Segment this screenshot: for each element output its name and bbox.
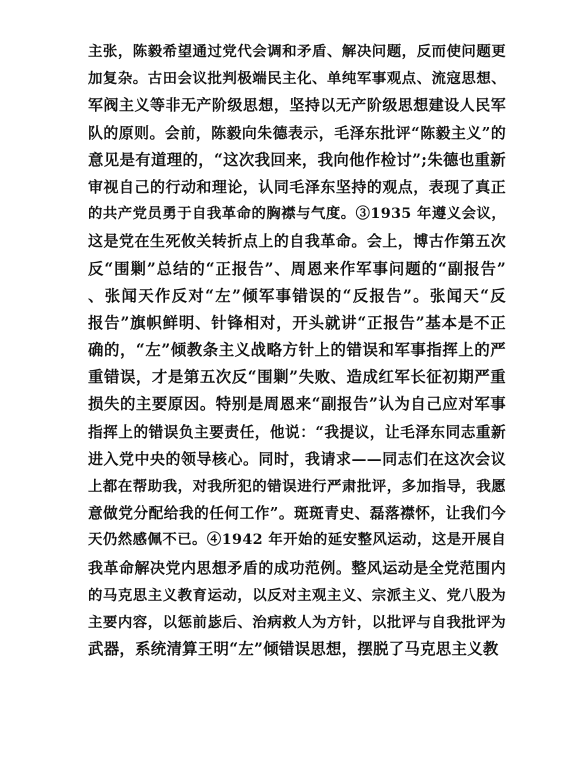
text-line: 我革命解决党内思想矛盾的成功范例。整风运动是全党范围内 — [88, 558, 506, 577]
text-line: 天仍然感佩不已。④1942 年开始的延安整风运动，这是开展自 — [88, 532, 506, 549]
text-line: 意做党分配给我的任何工作”。斑斑青史、磊落襟怀，让我们今 — [88, 505, 506, 523]
text-line: 队的原则。会前，陈毅向朱德表示，毛泽东批评“陈毅主义”的 — [88, 123, 506, 142]
text-line: 主要内容，以惩前毖后、治病救人为方针，以批评与自我批评为 — [88, 613, 506, 631]
text-line: 武器，系统清算王明“左”倾错误思想，摆脱了马克思主义教 — [88, 640, 499, 659]
text-line: 意见是有道理的，“这次我回来，我向他作检讨”;朱德也重新 — [88, 150, 506, 169]
text-line: 军阀主义等非无产阶级思想，坚持以无产阶级思想建设人民军 — [88, 96, 506, 115]
text-line: 主张，陈毅希望通过党代会调和矛盾、解决问题，反而使问题更 — [88, 43, 506, 60]
text-line: 加复杂。古田会议批判极端民主化、单纯军事观点、流寇思想、 — [88, 70, 506, 88]
text-line: 的马克思主义教育运动，以反对主观主义、宗派主义、党八股为 — [88, 586, 506, 604]
text-line: 这是党在生死攸关转折点上的自我革命。会上，博古作第五次 — [88, 232, 506, 251]
text-line: 审视自己的行动和理论，认同毛泽东坚持的观点，表现了真正 — [88, 177, 506, 196]
text-line: 损失的主要原因。特别是周恩来“副报告”认为自己应对军事 — [88, 395, 506, 414]
text-line: 的共产党员勇于自我革命的胸襟与气度。③1935 年遵义会议， — [88, 206, 506, 223]
text-line: 重错误，才是第五次反“围剿”失败、造成红军长征初期严重 — [88, 368, 506, 387]
body-text — [88, 38, 506, 663]
text-line: 报告”旗帜鲜明、针锋相对，开头就讲“正报告”基本是不正 — [88, 313, 506, 332]
text-line: 上都在帮助我，对我所犯的错误进行严肃批评，多加指导，我愿 — [88, 478, 506, 495]
text-line: 指挥上的错误负主要责任，他说：“我提议，让毛泽东同志重新 — [88, 423, 506, 441]
text-line: 反“围剿”总结的“正报告”、周恩来作军事问题的“副报告” — [88, 259, 506, 278]
text-line: 、张闻天作反对“左”倾军事错误的“反报告”。张闻天“反 — [88, 286, 506, 305]
text-line: 进入党中央的领导核心。同时，我请求——同志们在这次会议 — [88, 449, 506, 468]
text-line: 确的，“左”倾教条主义战略方针上的错误和军事指挥上的严 — [88, 341, 506, 360]
